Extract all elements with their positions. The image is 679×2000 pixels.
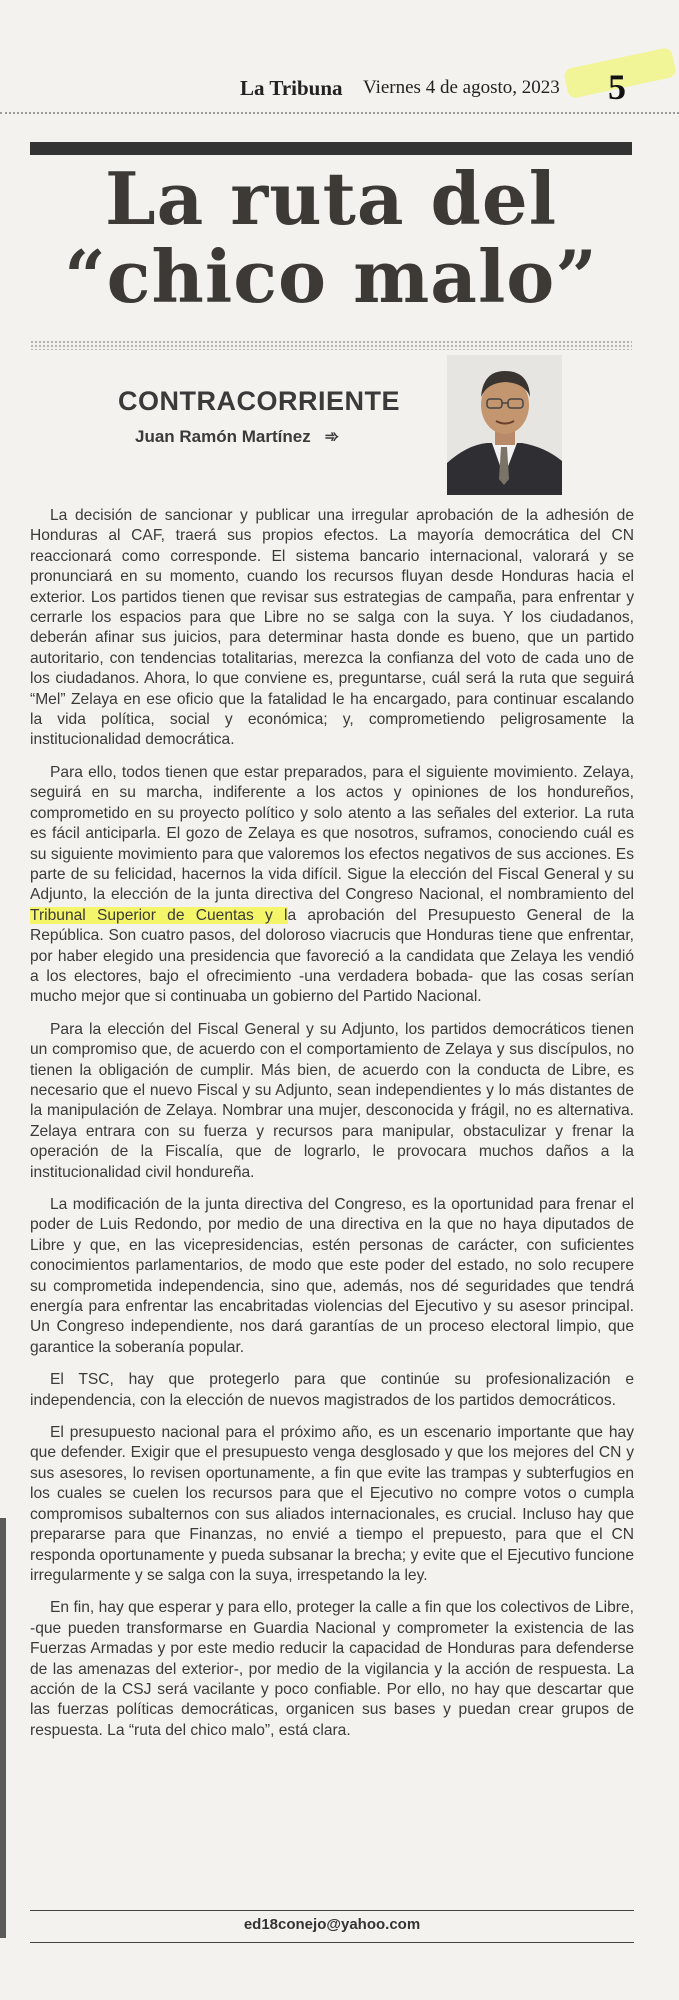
headline-line-2: “chico malo” <box>64 234 598 319</box>
page-number: 5 <box>608 67 626 107</box>
article-body <box>30 506 634 1753</box>
headline-line-1: La ruta del <box>104 156 558 241</box>
paragraph-2 <box>30 763 634 1008</box>
page-edge-mark <box>0 1518 6 1938</box>
article-headline <box>30 156 632 319</box>
headline-dotted-divider <box>30 340 632 350</box>
author-portrait-icon <box>447 355 562 495</box>
footer-bottom-rule <box>30 1942 634 1943</box>
masthead <box>225 68 655 108</box>
arrow-icon: ➾ <box>324 427 339 446</box>
paragraph-7: En fin, hay que esperar y para ello, proteger la calle a fin que los colectivos de Libre, -que pueden transformarse en Guardia Nacional y comprometer la existencia de las Fuerzas Armadas y por este medio reducir la capacidad de Honduras para defenderse de las amenazas del exterior-, por medio de la vigilancia y la acción de respuesta. La acción de la CSJ será vacilante y poco confiable. Por ello, no hay que descartar que las fuerzas políticas democráticas, organicen sus bases y puedan crear grupos de respuesta. La “ruta del chico malo”, está clara. <box>30 1599 634 1739</box>
newspaper-name: La Tribuna <box>240 76 343 100</box>
paragraph-5: El TSC, hay que protegerlo para que continúe su profesionalización e independencia, con la elección de nuevos magistrados de los partidos democráticos. <box>30 1371 634 1409</box>
paragraph-6: El presupuesto nacional para el próximo año, es un escenario importante que hay que defender. Exigir que el presupuesto venga desglosado y que los mejores del CN y sus asesores, lo revisen oportunamente, a fin que evite las trampas y subterfugios en los cuales se cuelen los recursos para que el Ejecutivo no compre votos o cumpla compromisos subalternos con sus aliados internacionales, es crucial. Incluso hay que prepararse para que Finanzas, no envié a tiempo el prepuesto, para que el CN responda oportunamente y pueda subsanar la brecha; y evite que el Ejecutivo funcione irregularmente y se salga con la suya, irrespetando la ley. <box>30 1424 634 1584</box>
highlighted-text: Tribunal Superior de Cuentas y l <box>30 906 288 924</box>
column-name: CONTRACORRIENTE <box>118 386 400 416</box>
paragraph-3: Para la elección del Fiscal General y su Adjunto, los partidos democráticos tienen un compromiso que, de acuerdo con el comportamiento de Zelaya y sus discípulos, no tienen la obligación de cumplir. Más bien, de acuerdo con la conducta de Libre, es necesario que el nuevo Fiscal y su Adjunto, sean independientes y lo más distantes de la manipulación de Zelaya. Nombrar una mujer, desconocida y frágil, no es alternativa. Zelaya entrara con su fuerza y recursos para manipular, obstaculizar y frenar la operación de la Fiscalía, que de lograrlo, le provocara muchos daños a la institucionalidad civil hondureña. <box>30 1020 634 1181</box>
footer-top-rule <box>30 1910 634 1911</box>
paragraph-2-part-b: a aprobación del Presupuesto General de la República. Son cuatro pasos, del doloroso viacrucis que Honduras tiene que enfrentar, por haber elegido una presidencia que favoreció a la candidata que Zelaya les vendió a los electores, bajo el ofrecimiento -una verdadera bobada- que las cosas serían mucho mejor que si continuaba un gobierno del Partido Nacional. <box>30 906 634 1006</box>
author-photo <box>447 355 562 495</box>
issue-date: Viernes 4 de agosto, 2023 <box>363 77 560 98</box>
byline <box>135 427 339 447</box>
author-email: ed18conejo@yahoo.com <box>243 1916 421 1933</box>
headline-top-bar <box>30 142 632 155</box>
paragraph-4: La modificación de la junta directiva del Congreso, es la oportunidad para frenar el poder de Luis Redondo, por medio de una directiva en la que no haya diputados de Libre y que, en las vicepresidencias, estén personas de carácter, con suficientes conocimientos parlamentarios, de modo que este poder del estado, no solo recupere su comprometida independencia, sino que, además, nos dé seguridades que tendrá energía para enfrentar las encabritadas violencias del Ejecutivo y su asesor principal. Un Congreso independiente, nos dará garantías de un proceso electoral limpio, que garantice la soberanía popular. <box>30 1196 634 1356</box>
paragraph-2-part-a: Para ello, todos tienen que estar preparados, para el siguiente movimiento. Zelaya, seguirá en su marcha, indiferente a los actos y opiniones de los hondureños, comprometido en su proyecto político y solo atento a las señales del exterior. La ruta es fácil anticiparla. El gozo de Zelaya es que nosotros, suframos, conociendo cuál es su siguiente movimiento para que valoremos los efectos negativos de sus acciones. Es parte de su felicidad, hacernos la vida difícil. Sigue la elección del Fiscal General y su Adjunto, la elección de la junta directiva del Congreso Nacional, el nombramiento del <box>30 763 634 904</box>
author-name: Juan Ramón Martínez <box>135 427 311 446</box>
header-divider <box>0 112 679 118</box>
paragraph-1: La decisión de sancionar y publicar una irregular aprobación de la adhesión de Honduras al CAF, traerá sus propios efectos. La mayoría democrática del CN reaccionará como corresponde. El sistema bancario internacional, valorará y se pronunciará en su momento, cuando los recursos fluyan desde Honduras hacia el exterior. Los partidos tienen que revisar sus estrategias de campaña, para enfrentar y cerrarle los espacios para que Libre no se salga con la suya. Y los ciudadanos, deberán afinar sus juicios, para determinar hasta donde es bueno, que un partido autoritario, con tendencias totalitarias, merezca la confianza del voto de cada uno de los ciudadanos. Ahora, lo que conviene es, preguntarse, cuál será la ruta que seguirá “Mel” Zelaya en ese oficio que la fatalidad le ha encargado, para continuar escalando la vida política, social y económica; y, comprometiendo peligrosamente la institucionalidad democrática. <box>30 507 634 749</box>
